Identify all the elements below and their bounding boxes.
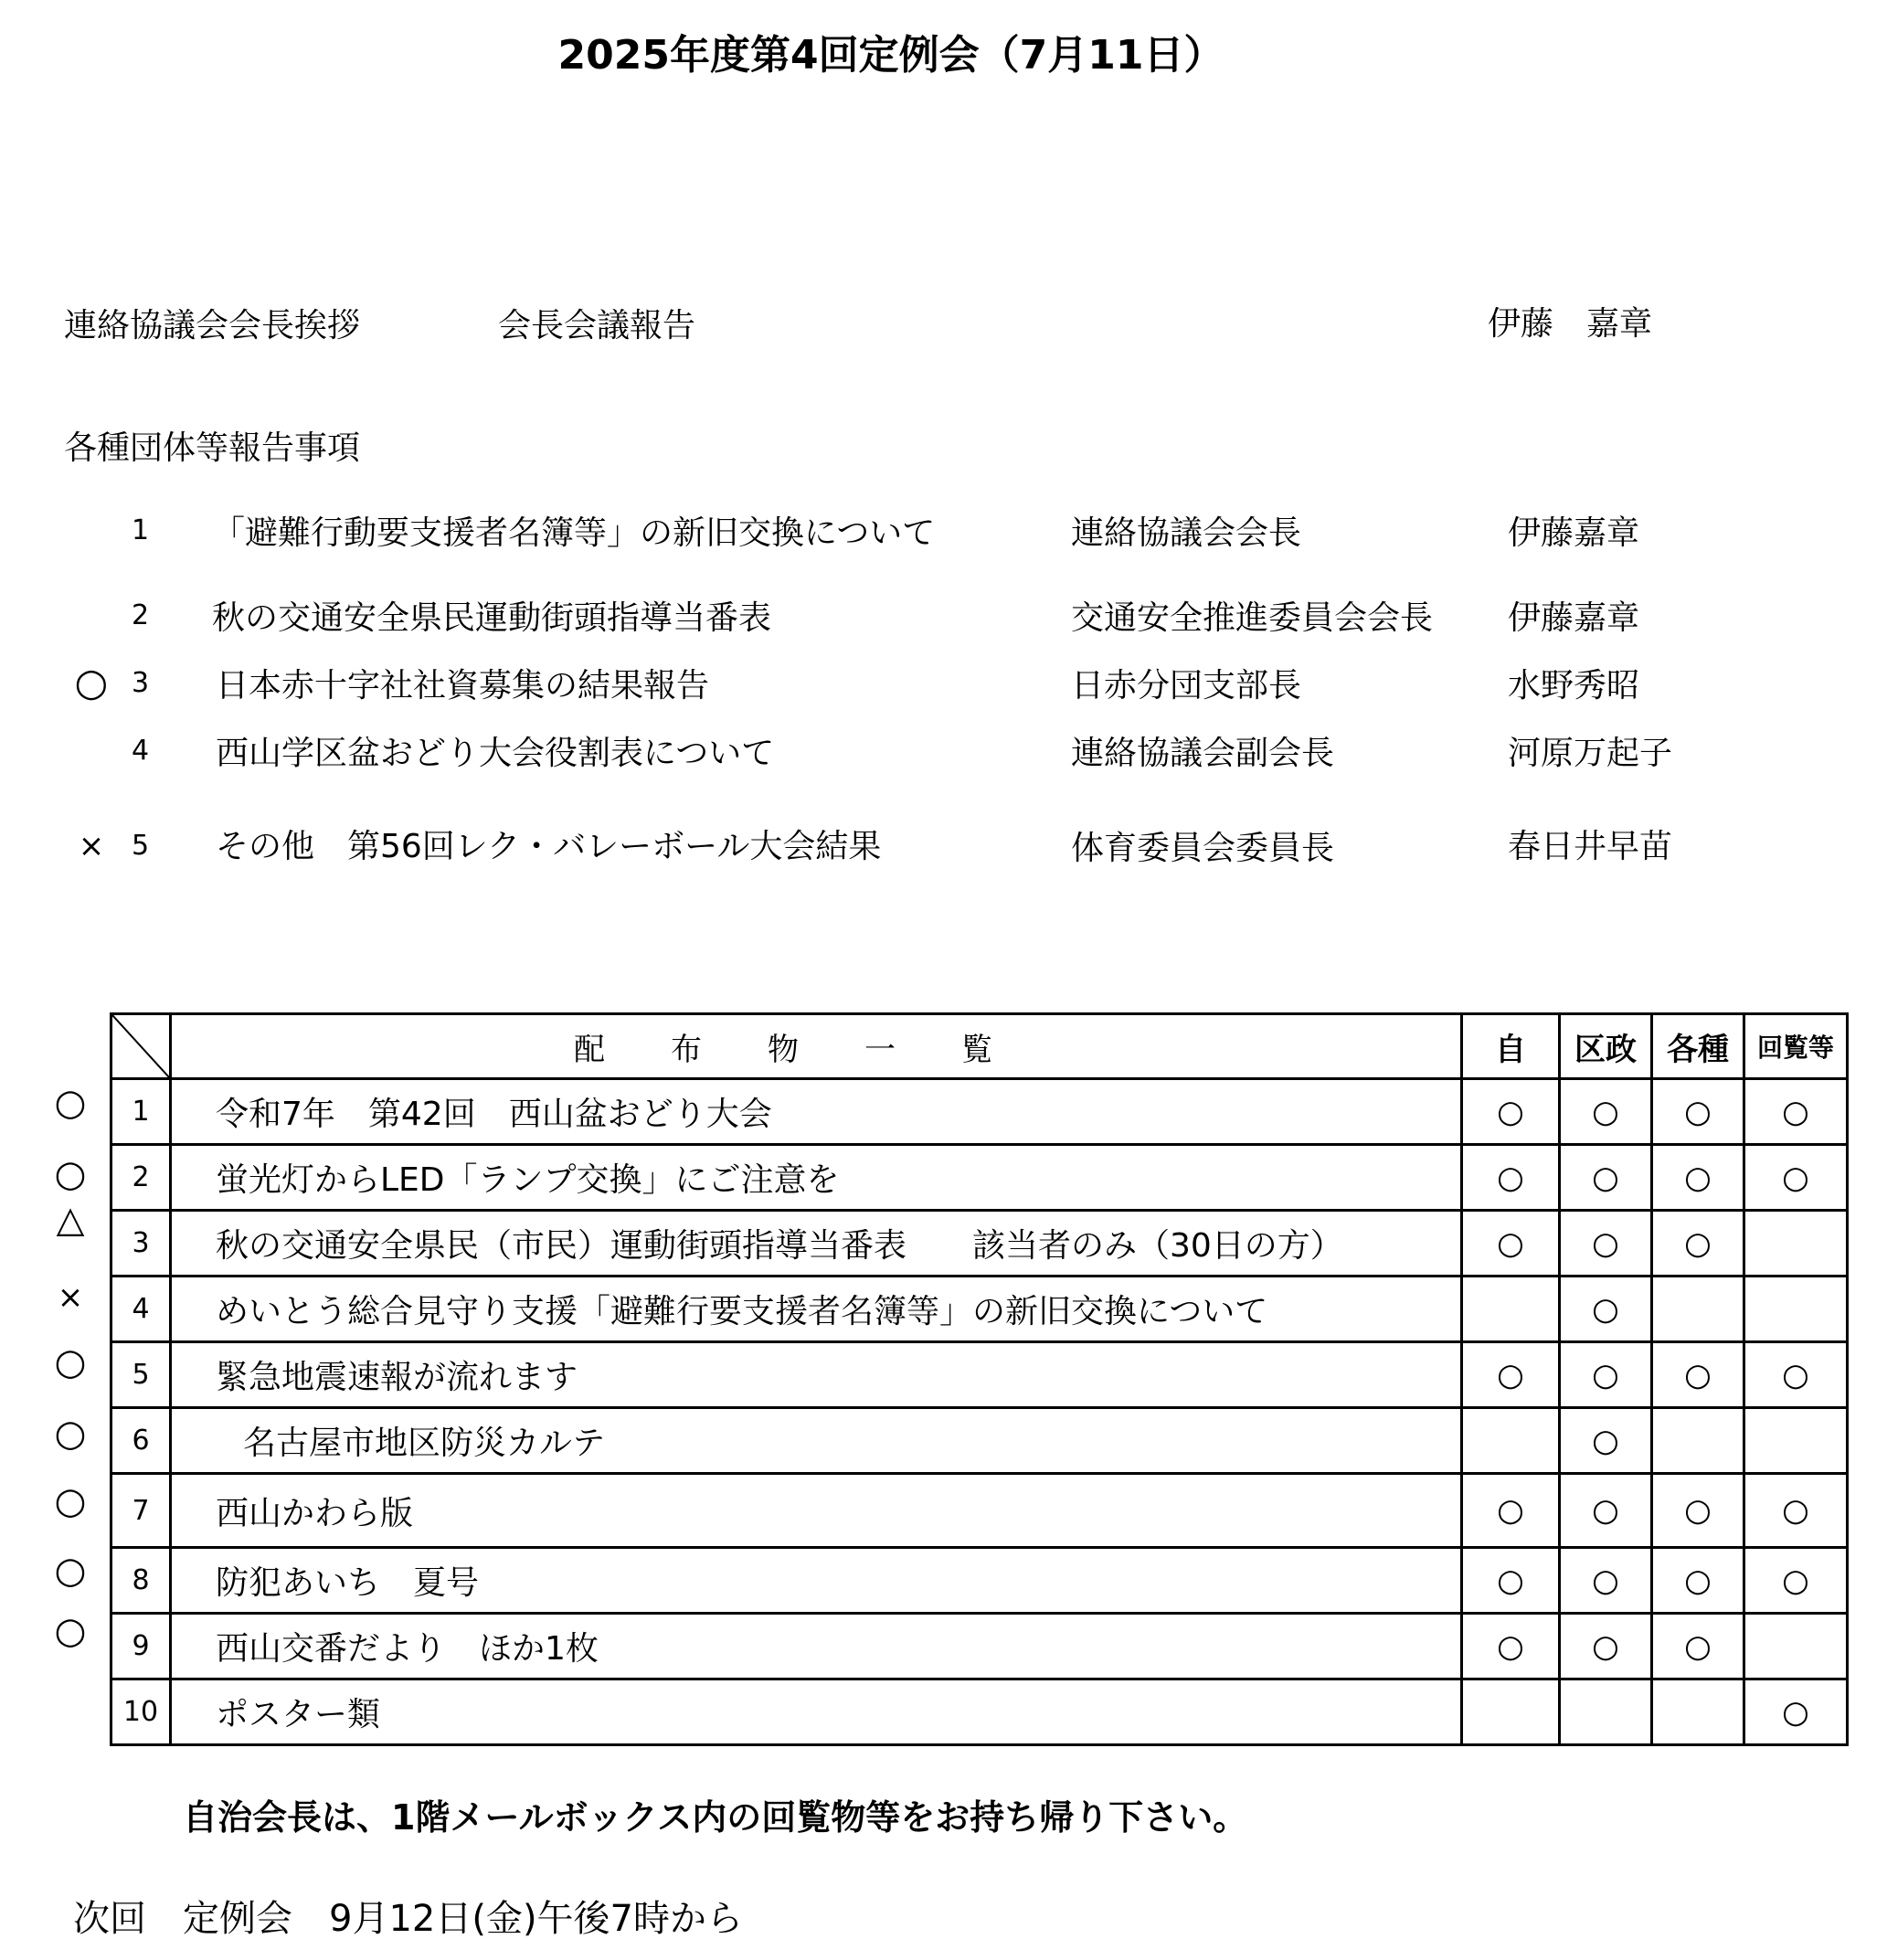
row-mark [1462, 1679, 1560, 1745]
row-number: 2 [111, 1145, 171, 1211]
report-person: 春日井早苗 [1508, 828, 1673, 865]
greeting-label: 連絡協議会会長挨拶 [64, 307, 361, 344]
row-mark: ○ [1560, 1277, 1652, 1342]
row-mark: ○ [1652, 1474, 1744, 1548]
header-diagonal-cell [111, 1014, 171, 1079]
row-title: 名古屋市地区防災カルテ [171, 1408, 1462, 1474]
report-role: 体育委員会委員長 [1071, 830, 1335, 867]
row-mark: ○ [1744, 1342, 1848, 1408]
row-number: 10 [111, 1679, 171, 1745]
row-title: ポスター類 [171, 1679, 1462, 1745]
row-side-mark: ○ [54, 1082, 87, 1124]
row-mark: ○ [1744, 1548, 1848, 1614]
row-mark [1744, 1408, 1848, 1474]
row-mark: ○ [1652, 1614, 1744, 1679]
row-mark: ○ [1462, 1474, 1560, 1548]
distribution-table [110, 1012, 1849, 1746]
report-number: 2 [132, 599, 150, 631]
row-mark: ○ [1462, 1079, 1560, 1145]
report-role: 日赤分団支部長 [1071, 667, 1302, 705]
row-title: めいとう総合見守り支援「避難行要支援者名簿等」の新旧交換について [171, 1277, 1462, 1342]
page-title: 2025年度第4回定例会（7月11日） [557, 32, 1224, 79]
row-title: 西山かわら版 [171, 1474, 1462, 1548]
row-mark: ○ [1560, 1211, 1652, 1277]
row-number: 5 [111, 1342, 171, 1408]
row-title: 秋の交通安全県民（市民）運動街頭指導当番表 該当者のみ（30日の方） [171, 1211, 1462, 1277]
row-mark: ○ [1744, 1079, 1848, 1145]
row-mark: ○ [1652, 1079, 1744, 1145]
row-mark: ○ [1560, 1614, 1652, 1679]
row-side-mark: × [57, 1279, 84, 1316]
row-mark: ○ [1652, 1548, 1744, 1614]
table-header-row [111, 1014, 1848, 1079]
row-mark [1462, 1408, 1560, 1474]
row-side-mark: ○ [54, 1153, 87, 1195]
row-title: 蛍光灯からLED「ランプ交換」にご注意を [171, 1145, 1462, 1211]
table-row [111, 1277, 1848, 1342]
diagonal-line [112, 1015, 169, 1077]
greeting-item: 会長会議報告 [498, 307, 696, 344]
row-mark: ○ [1560, 1145, 1652, 1211]
row-title: 令和7年 第42回 西山盆おどり大会 [171, 1079, 1462, 1145]
row-number: 9 [111, 1614, 171, 1679]
row-mark [1744, 1277, 1848, 1342]
row-mark: ○ [1560, 1548, 1652, 1614]
report-role: 連絡協議会会長 [1071, 514, 1302, 552]
row-number: 3 [111, 1211, 171, 1277]
report-subject: 「避難行動要支援者名簿等」の新旧交換について [212, 514, 936, 552]
column-header: 自 [1462, 1014, 1560, 1079]
report-subject: 日本赤十字社社資募集の結果報告 [216, 667, 710, 705]
row-side-mark: ○ [54, 1550, 87, 1592]
row-number: 7 [111, 1474, 171, 1548]
row-title: 防犯あいち 夏号 [171, 1548, 1462, 1614]
table-row [111, 1145, 1848, 1211]
row-mark: ○ [1462, 1342, 1560, 1408]
report-role: 連絡協議会副会長 [1071, 735, 1335, 772]
table-header-title: 配布物一覧 [171, 1014, 1462, 1079]
row-mark: ○ [1462, 1614, 1560, 1679]
row-mark: ○ [1462, 1145, 1560, 1211]
table-row [111, 1342, 1848, 1408]
row-mark: ○ [1652, 1342, 1744, 1408]
column-header: 回覧等 [1744, 1014, 1848, 1079]
row-number: 1 [111, 1079, 171, 1145]
report-number: 3 [132, 667, 150, 699]
report-person: 水野秀昭 [1508, 667, 1640, 705]
report-subject: 秋の交通安全県民運動街頭指導当番表 [212, 599, 772, 637]
table-row [111, 1408, 1848, 1474]
report-person: 河原万起子 [1508, 735, 1673, 772]
row-mark [1560, 1679, 1652, 1745]
next-meeting-text: 次回 定例会 9月12日(金)午後7時から [73, 1898, 744, 1940]
row-mark [1744, 1211, 1848, 1277]
report-number: 5 [132, 830, 150, 862]
row-mark: ○ [1462, 1548, 1560, 1614]
report-mark: × [78, 828, 105, 864]
report-subject: 西山学区盆おどり大会役割表について [216, 735, 775, 772]
row-mark: ○ [1744, 1474, 1848, 1548]
row-number: 8 [111, 1548, 171, 1614]
report-role: 交通安全推進委員会会長 [1071, 599, 1434, 637]
table-row [111, 1211, 1848, 1277]
report-person: 伊藤嘉章 [1508, 599, 1640, 637]
row-side-mark: ○ [54, 1480, 87, 1522]
column-header: 各種 [1652, 1014, 1744, 1079]
row-side-mark: ○ [54, 1610, 87, 1652]
row-mark: ○ [1560, 1079, 1652, 1145]
table-row [111, 1679, 1848, 1745]
row-mark: ○ [1560, 1408, 1652, 1474]
table-row [111, 1079, 1848, 1145]
row-mark: ○ [1560, 1342, 1652, 1408]
column-header: 区政 [1560, 1014, 1652, 1079]
row-side-mark: △ [56, 1199, 85, 1241]
greeting-person: 伊藤 嘉章 [1488, 305, 1653, 343]
report-person: 伊藤嘉章 [1508, 514, 1640, 552]
row-mark [1652, 1679, 1744, 1745]
row-mark: ○ [1744, 1679, 1848, 1745]
report-number: 4 [132, 735, 150, 767]
row-mark: ○ [1744, 1145, 1848, 1211]
report-number: 1 [132, 514, 150, 546]
row-title: 西山交番だより ほか1枚 [171, 1614, 1462, 1679]
row-number: 4 [111, 1277, 171, 1342]
table-row [111, 1548, 1848, 1614]
row-mark [1744, 1614, 1848, 1679]
row-number: 6 [111, 1408, 171, 1474]
row-mark: ○ [1652, 1145, 1744, 1211]
row-mark [1652, 1277, 1744, 1342]
row-title: 緊急地震速報が流れます [171, 1342, 1462, 1408]
row-mark: ○ [1652, 1211, 1744, 1277]
row-mark: ○ [1462, 1211, 1560, 1277]
reports-heading: 各種団体等報告事項 [64, 429, 361, 467]
report-subject: その他 第56回レク・バレーボール大会結果 [216, 828, 882, 865]
row-mark: ○ [1560, 1474, 1652, 1548]
row-side-mark: ○ [54, 1413, 87, 1455]
report-mark: ○ [74, 660, 109, 705]
row-side-mark: ○ [54, 1341, 87, 1383]
table-row [111, 1614, 1848, 1679]
row-mark [1652, 1408, 1744, 1474]
notice-text: 自治会長は、1階メールボックス内の回覧物等をお持ち帰り下さい。 [183, 1797, 1248, 1838]
table-row [111, 1474, 1848, 1548]
row-mark [1462, 1277, 1560, 1342]
